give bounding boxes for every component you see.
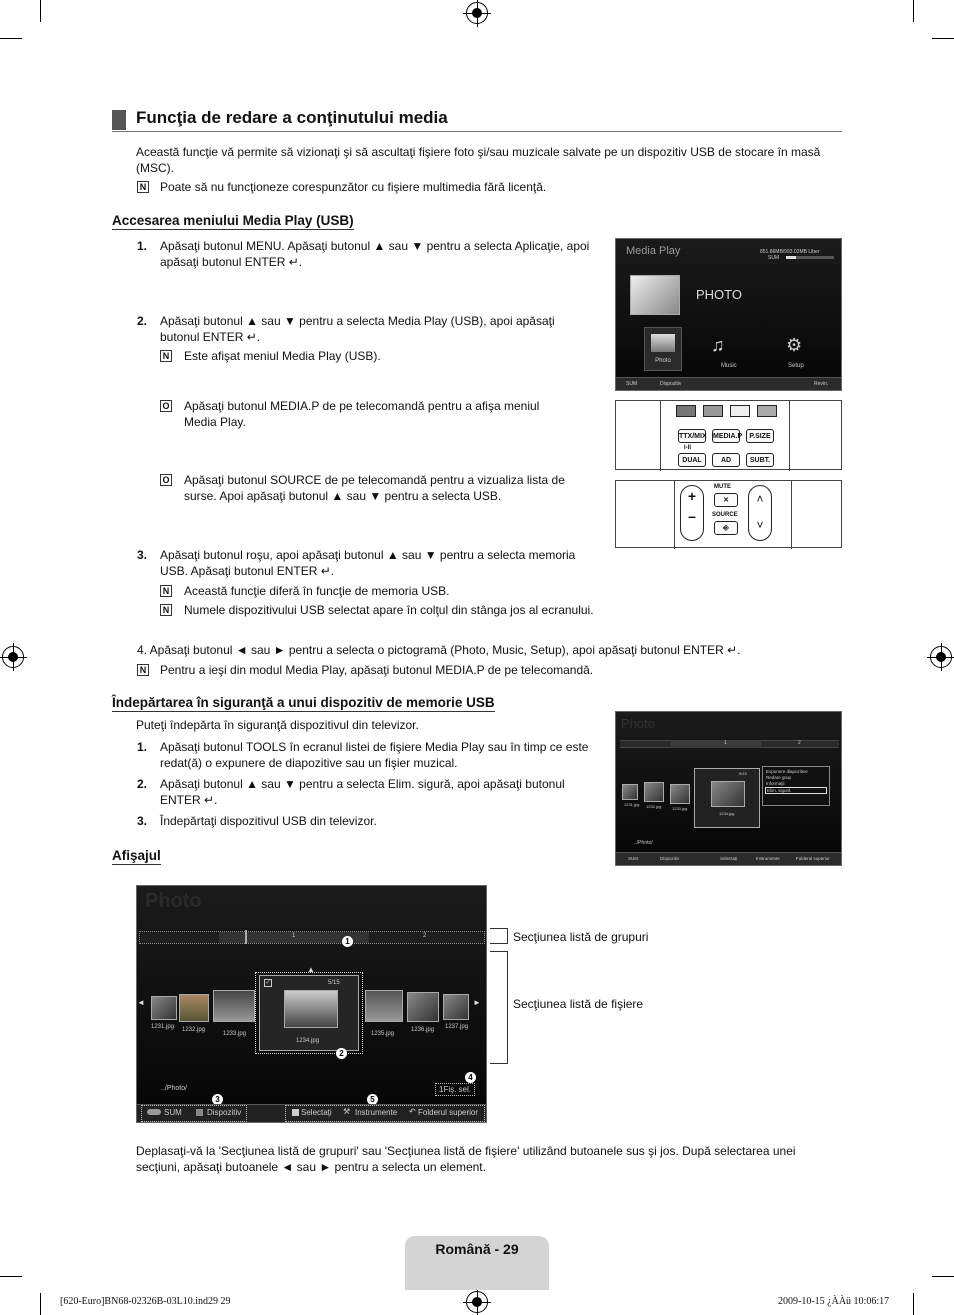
step-4-text: 4. Apăsaţi butonul ◄ sau ► pentru a selecta o pictogramă (Photo, Music, Setup), apoi apăsaţi butonul ENTER ↵. [137,643,741,657]
thumbnail[interactable] [644,782,664,802]
bottom-return: Revin. [814,381,829,387]
bottom-sum: SUM [626,381,638,387]
step-3-note-1: Această funcţie diferă în funcţie de memoria USB. [184,584,450,598]
photo-tile[interactable]: Photo [644,327,682,371]
step-number: 1. [137,239,148,253]
gear-icon[interactable]: ⚙ [786,335,803,355]
folder-path: ../Photo/ [634,840,653,846]
section-title-display: Afişajul [112,848,161,863]
select-hint: Selectaţi [301,1108,332,1117]
step-1-text: Apăsaţi butonul MENU. Apăsaţi butonul ▲ sau ▼ pentru a selecta Aplicaţie, apoi apăsaţi butonul ENTER ↵. [160,239,590,269]
tip-icon: O [160,474,172,486]
thumbnail[interactable] [179,994,209,1022]
p-size-button[interactable]: P.SIZE [746,429,774,443]
step-4-note: Pentru a ieşi din modul Media Play, apăsaţi butonul MEDIA.P de pe telecomandă. [160,663,594,677]
photo-icon [651,334,675,352]
device-name: SUM [768,255,780,261]
safe-remove-step-2: Apăsaţi butonul ▲ sau ▼ pentru a selecta Elim. sigură, apoi apăsaţi butonul ENTER ↵. [160,777,565,807]
thumbnail[interactable] [407,992,439,1022]
folder-hint: Folderul superior [418,1108,479,1117]
thumbnail[interactable] [622,784,638,800]
dual-label: I-II [684,445,691,451]
remote-source [615,480,842,548]
registration-mark-left [2,646,24,668]
step-number: 1. [137,740,148,754]
source-label: SOURCE [712,512,738,518]
marker-2: 2 [336,1048,347,1059]
ad-button[interactable]: AD [712,453,740,467]
source-button[interactable]: ⎆ [714,521,738,535]
note-icon: N [137,181,149,193]
up-arrow-icon: ▲ [307,965,315,974]
mute-label: MUTE [714,484,731,490]
registration-mark-right [930,646,952,668]
volume-rocker[interactable]: + – [680,485,704,541]
menu-slideshow[interactable]: Expunere diapozitive [766,769,808,774]
thumbnail[interactable] [365,990,403,1022]
step-number: 2. [137,314,148,328]
selected-file-card[interactable]: 5/15 1234.jpg [694,768,760,828]
group-2: 2 [423,933,427,939]
left-arrow-icon: ◄ [137,998,145,1007]
section-title-safe-remove: Îndepărtarea în siguranţă a unui dispozitiv de memorie USB [112,695,495,710]
legend-file-section: Secţiunea listă de fişiere [513,997,644,1011]
selected-filename: 1234.jpg [296,1038,320,1044]
section-title-access: Accesarea meniului Media Play (USB) [112,213,354,228]
step-number: 3. [137,548,148,562]
tip-icon: O [160,400,172,412]
tools-hint: Instrumente [355,1108,398,1117]
menu-safe-remove[interactable]: Elim. sigură [765,787,827,794]
selected-file-card[interactable] [259,975,359,1051]
selected-category: PHOTO [696,287,742,302]
step-3-text: Apăsaţi butonul roşu, apoi apăsaţi butonul ▲ sau ▼ pentru a selecta memoria USB. Apăsaţi butonul ENTER ↵. [160,548,576,578]
registration-mark-bottom [466,1291,488,1313]
menu-info[interactable]: Informaţii [766,781,785,786]
thumbnail[interactable] [670,784,690,804]
music-label: Music [721,363,737,369]
note-icon: N [137,664,149,676]
marker-5: 5 [367,1094,378,1105]
thumbnail[interactable] [443,994,469,1020]
right-arrow-icon: ► [473,998,481,1007]
marker-3: 3 [212,1094,223,1105]
print-file-info: [620-Euro]BN68-02326B-03L10.ind29 29 [60,1296,231,1307]
tip-media-p: Apăsaţi butonul MEDIA.P de pe telecomandă pentru a afişa meniul Media Play. [184,399,540,429]
step-2-text: Apăsaţi butonul ▲ sau ▼ pentru a selecta Media Play (USB), apoi apăsaţi butonul ENTER ↵. [160,314,555,344]
safe-remove-intro: Puteţi îndepărta în siguranţă dispozitivul din televizor. [136,718,419,732]
step-3-note-2: Numele dispozitivului USB selectat apare în colţul din stânga jos al ecranului. [184,603,594,617]
usb-icon [147,1109,161,1115]
tip-source: Apăsaţi butonul SOURCE de pe telecomandă pentru a vizualiza lista de surse. Apoi apăsaţi butonul ▲ sau ▼ pentru a selecta USB. [184,473,565,503]
tools-menu [762,766,830,806]
subt-button[interactable]: SUBT. [746,453,774,467]
closing-text: Deplasaţi-vă la 'Secţiunea listă de grupuri' sau 'Secţiunea listă de fişiere' utilizând butoanele sus şi jos. După selectarea unei secţiuni, apăsaţi butoanele ◄ sau ► pentru a selecta un element. [136,1144,796,1174]
screen-title: Photo [621,716,655,731]
setup-label: Setup [788,363,804,369]
checkbox-icon[interactable]: ✓ [265,980,271,986]
screen-title: Photo [145,890,202,912]
group-2: 2 [798,740,801,746]
media-play-screen [615,238,842,391]
screen-title: Media Play [626,245,681,257]
tools-menu-screen: Photo 1 2 1231.jpg 1232.jpg 1233.jpg 5/15 1234.jpg Expunere diapozitive Redare grup Informaţii Elim. sigură ../Photo/ SUM Dispozitiv Selectaţi Instrumente Folderul superior [615,711,842,866]
thumbnail[interactable] [213,990,255,1022]
registration-mark-top [466,2,488,24]
note-icon: N [160,604,172,616]
storage-usage: 851.86MB/993.02MB Liber [760,249,820,255]
device-name: SUM [164,1108,182,1117]
page-number-tab: Română - 29 [405,1236,549,1290]
print-timestamp: 2009-10-15 ¿ÀÀü 10:06:17 [778,1296,890,1307]
note-icon: N [160,350,172,362]
step-2-note: Este afişat meniul Media Play (USB). [184,349,381,363]
mute-button[interactable]: ✕ [714,493,738,507]
group-1: 1 [292,933,296,939]
media-p-button[interactable]: MEDIA.P [712,429,740,443]
heading-bar [112,110,126,130]
marker-1: 1 [342,936,353,947]
bottom-device: Dispozitiv [660,381,682,387]
dual-button[interactable]: DUAL [678,453,706,467]
tools-icon: ⚒ [343,1107,351,1116]
channel-rocker[interactable]: ˄ ˅ [748,485,772,541]
music-note-icon[interactable]: ♫ [711,335,725,355]
folder-path: ../Photo/ [161,1085,188,1092]
return-icon: ↶ [409,1107,416,1116]
intro-text: Această funcţie vă permite să vizionaţi şi să ascultaţi fişiere foto şi/sau muzicale salvate pe un dispozitiv USB de stocare în masă (MSC). [136,145,821,175]
file-bracket [490,951,508,1064]
marker-4: 4 [465,1072,476,1083]
note-icon: N [160,585,172,597]
selected-thumbnail [284,990,338,1028]
ttx-mix-button[interactable]: TTX/MIX [678,429,706,443]
menu-group-play[interactable]: Redare grup [766,775,792,780]
device-label: Dispozitiv [207,1108,242,1117]
safe-remove-step-3: Îndepărtaţi dispozitivul USB din televizor. [160,814,377,828]
selected-count: 1Fiş. sel. [435,1083,475,1096]
intro-note: Poate să nu funcţioneze corespunzător cu fişiere multimedia fără licenţă. [160,180,547,194]
group-bracket [490,928,508,944]
step-number: 3. [137,814,148,828]
legend-group-section: Secţiunea listă de grupuri [513,930,649,944]
thumbnail[interactable] [151,996,177,1020]
display-screen: Photo 1 2 1 ▲ ◄ 1231.jpg 1232.jpg 1233.jpg ✓ 5/15 1234.jpg 2 ► 1235.jpg 1236.jpg 1237.jpg ../Photo/ 4 1Fiş. sel. 3 5 SUM Dispozitiv Selectaţi ⚒ Instrumente ↶ Folderul superior [136,885,487,1123]
safe-remove-step-1: Apăsaţi butonul TOOLS în ecranul listei de fişiere Media Play sau în timp ce este redat(ă) o expunere de diapozitive sau un fişier muzical. [160,740,589,770]
remote-media-p [615,400,842,470]
heading-rule [112,131,842,132]
file-count: 5/15 [328,980,340,986]
group-1: 1 [724,740,727,746]
step-number: 2. [137,777,148,791]
page-title: Funcţia de redare a conţinutului media [136,108,448,127]
photo-stack-icon [630,275,680,315]
